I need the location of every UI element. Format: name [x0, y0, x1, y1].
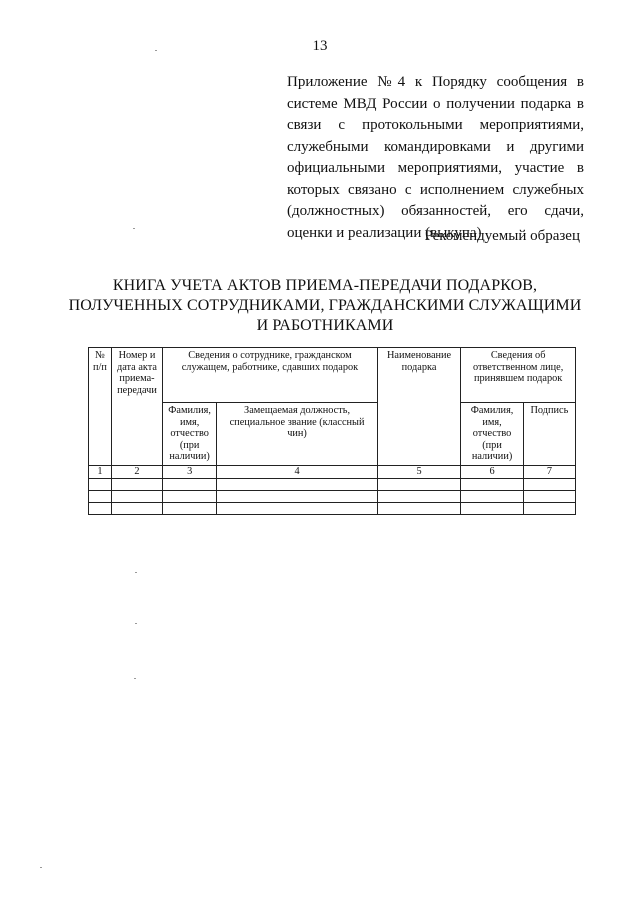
header-employee-position: Замещаемая должность, специальное звание (классный чин)	[217, 403, 378, 466]
empty-cell	[377, 503, 460, 515]
recommended-sample-label: Рекомендуемый образец	[424, 228, 580, 244]
title-line: ПОЛУЧЕННЫХ СОТРУДНИКАМИ, ГРАЖДАНСКИМИ СЛУЖАЩИМИ	[68, 297, 582, 314]
document-title	[60, 276, 590, 336]
column-number-row	[89, 466, 576, 479]
appendix-line: Приложение №4 к Порядку сообщения в	[287, 74, 584, 90]
header-no: № п/п	[89, 348, 112, 466]
empty-cell	[377, 491, 460, 503]
appendix-line: системе МВД России о получении подарка в	[287, 95, 584, 112]
empty-cell	[377, 479, 460, 491]
scan-speck	[155, 50, 157, 51]
title-line: КНИГА УЧЕТА АКТОВ ПРИЕМА-ПЕРЕДАЧИ ПОДАРКОВ,	[112, 277, 538, 294]
table-row	[89, 479, 576, 491]
scan-speck	[40, 867, 42, 868]
column-number: 6	[461, 466, 524, 479]
appendix-line: официальными мероприятиями, участие в	[287, 160, 584, 176]
ledger-table	[88, 347, 576, 515]
header-responsible-group: Сведения об ответственном лице, принявшем подарок	[461, 348, 576, 403]
table-subheader-row	[89, 403, 576, 466]
header-responsible-signature: Подпись	[523, 403, 575, 466]
table-row	[89, 491, 576, 503]
column-number: 2	[111, 466, 162, 479]
appendix-line: служебными командировками и другими	[287, 138, 584, 155]
empty-cell	[217, 491, 378, 503]
column-number: 4	[217, 466, 378, 479]
column-number: 1	[89, 466, 112, 479]
appendix-line: которых связано с исполнением служебных	[287, 181, 584, 198]
scan-speck	[135, 623, 137, 624]
empty-cell	[111, 503, 162, 515]
empty-cell	[461, 503, 524, 515]
empty-cell	[163, 479, 217, 491]
empty-cell	[89, 479, 112, 491]
header-responsible-fio: Фамилия, имя, отчество (при наличии)	[461, 403, 524, 466]
empty-cell	[163, 491, 217, 503]
title-line: И РАБОТНИКАМИ	[256, 317, 394, 334]
column-number: 3	[163, 466, 217, 479]
scan-speck	[134, 678, 136, 679]
empty-cell	[89, 503, 112, 515]
scan-speck	[135, 572, 137, 573]
empty-cell	[217, 503, 378, 515]
empty-cell	[89, 491, 112, 503]
appendix-line: (должностных) обязанностей, его сдачи,	[287, 203, 584, 219]
scan-speck	[133, 228, 135, 229]
column-number: 5	[377, 466, 460, 479]
empty-cell	[111, 491, 162, 503]
header-employee-fio: Фамилия, имя, отчество (при наличии)	[163, 403, 217, 466]
appendix-line: оценки и реализации (выкупа)	[287, 224, 482, 241]
empty-cell	[461, 479, 524, 491]
empty-cell	[111, 479, 162, 491]
appendix-line: связи с протокольными мероприятиями,	[287, 117, 584, 133]
table-row	[89, 503, 576, 515]
column-number: 7	[523, 466, 575, 479]
empty-cell	[523, 491, 575, 503]
empty-cell	[217, 479, 378, 491]
empty-cell	[523, 503, 575, 515]
empty-cell	[163, 503, 217, 515]
page-number: 13	[312, 38, 328, 54]
header-gift-name: Наименование подарка	[377, 348, 460, 466]
header-employee-group: Сведения о сотруднике, гражданском служащем, работнике, сдавших подарок	[163, 348, 378, 403]
appendix-note	[287, 72, 584, 244]
empty-cell	[461, 491, 524, 503]
table-header-row	[89, 348, 576, 403]
empty-cell	[523, 479, 575, 491]
header-act: Номер и дата акта приема-передачи	[111, 348, 162, 466]
